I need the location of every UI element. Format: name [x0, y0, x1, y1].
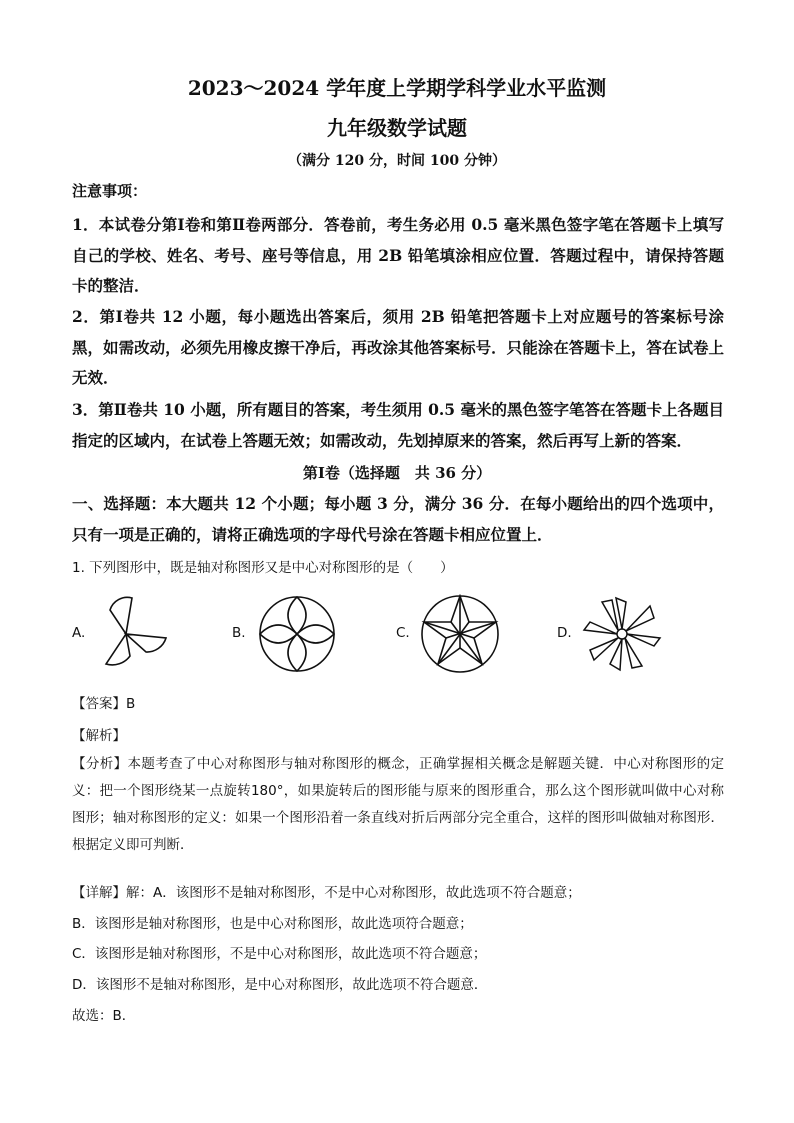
- three-petal-pinwheel-figure: [96, 594, 176, 672]
- exam-title: 2023～2024 学年度上学期学科学业水平监测: [187, 76, 607, 100]
- detail-d: D．该图形不是轴对称图形，是中心对称图形，故此选项不符合题意．: [72, 977, 488, 993]
- option-c-label: C.: [396, 625, 410, 641]
- four-petal-flower-figure: [258, 595, 336, 673]
- option-b-label: B.: [232, 625, 246, 641]
- option-d-label: D.: [557, 625, 572, 641]
- detail-b: B．该图形是轴对称图形，也是中心对称图形，故此选项符合题意；: [72, 916, 473, 932]
- option-a-label: A.: [72, 625, 86, 641]
- eight-blade-pinwheel-figure: [580, 594, 664, 674]
- part1-title: 第Ⅰ卷（选择题 共 36 分）: [302, 464, 492, 482]
- notes-item-2: 2．第Ⅰ卷共 12 小题，每小题选出答案后，须用 2B 铅笔把答题卡上对应题号的答案标号涂黑，如需改动，必须先用橡皮擦干净后，再改涂其他答案标号．只能涂在答题卡上，答在试卷上无效．: [72, 307, 724, 387]
- answer-label: 【答案】B: [72, 696, 136, 712]
- star-in-circle-figure: [420, 594, 500, 674]
- notes-heading: 注意事项：: [72, 182, 148, 200]
- section-instructions: 一、选择题：本大题共 12 个小题；每小题 3 分，满分 36 分．在每小题给出的四个选项中，只有一项是正确的，请将正确选项的字母代号涂在答题卡相应位置上．: [72, 494, 724, 544]
- exam-subtitle: 九年级数学试题: [327, 116, 467, 140]
- notes-item-3: 3．第Ⅱ卷共 10 小题，所有题目的答案，考生须用 0.5 毫米的黑色签字笔答在答题卡上各题目指定的区域内，在试卷上答题无效；如需改动，先划掉原来的答案，然后再写上新的答案．: [72, 400, 724, 450]
- analysis-text: 【分析】本题考查了中心对称图形与轴对称图形的概念，正确掌握相关概念是解题关键．中心对称图形的定义：把一个图形绕某一点旋转180°，如果旋转后的图形能与原来的图形重合，那么这个图形就叫做中心对称图形；轴对称图形的定义：如果一个图形沿着一条直线对折后两部分完全重合，这样的图形叫做轴对称图形．根据定义即可判断．: [72, 756, 724, 853]
- question-1-text: 1. 下列图形中，既是轴对称图形又是中心对称图形的是（ ）: [72, 560, 454, 576]
- notes-item-1: 1．本试卷分第Ⅰ卷和第Ⅱ卷两部分．答卷前，考生务必用 0.5 毫米黑色签字笔在答题卡上填写自己的学校、姓名、考号、座号等信息，用 2B 铅笔填涂相应位置．答题过程中，请保持答题卡的整洁．: [72, 215, 724, 295]
- detail-c: C．该图形是轴对称图形，不是中心对称图形，故此选项不符合题意；: [72, 946, 487, 962]
- score-time-note: （满分 120 分，时间 100 分钟）: [288, 153, 506, 169]
- final-choice: 故选：B．: [72, 1008, 136, 1024]
- analysis-label: 【解析】: [72, 728, 126, 744]
- detail-a: 【详解】解：A．该图形不是轴对称图形，不是中心对称图形，故此选项不符合题意；: [72, 885, 581, 901]
